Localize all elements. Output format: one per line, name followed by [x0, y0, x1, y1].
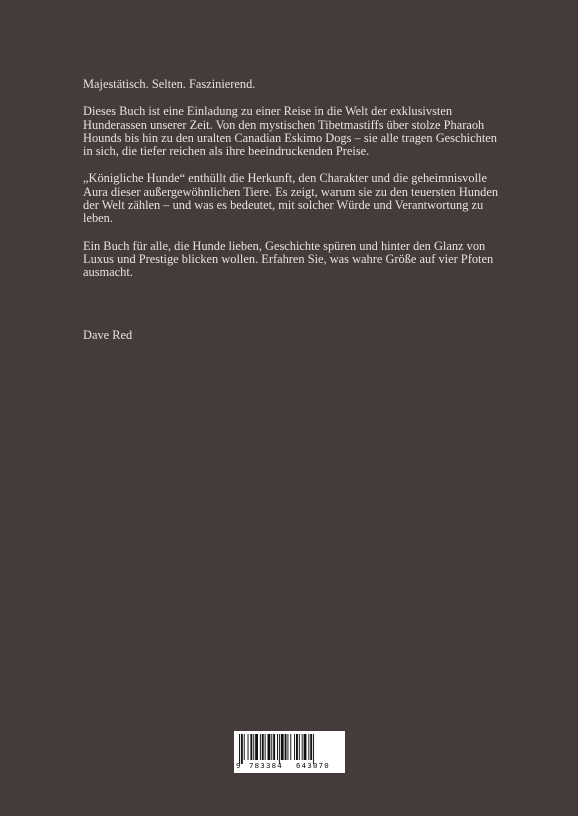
barcode-bar — [250, 734, 252, 760]
barcode-bar — [277, 734, 278, 760]
barcode-first-digit: 9 — [236, 761, 241, 770]
blurb-paragraph-2: „Königliche Hunde“ enthüllt die Herkunft, den Charakter und die geheimnisvolle Aura dieser außergewöhnlichen Tiere. Es zeigt, warum sie zu den teuersten Hunden der Welt zählen – und was es bedeutet, mit solcher Würde und Verantwortung zu leben. — [83, 171, 499, 226]
barcode-bar — [248, 734, 249, 760]
barcode-bar — [299, 734, 300, 760]
barcode-bar — [308, 734, 309, 760]
barcode-bar — [285, 734, 287, 760]
barcode-bar — [287, 734, 288, 760]
barcode-bar — [296, 734, 298, 760]
barcode-bar — [244, 734, 245, 760]
barcode-bar — [260, 734, 261, 760]
blurb — [83, 78, 503, 294]
blurb-paragraph-1: Dieses Buch ist eine Einladung zu einer Reise in die Welt der exklusivsten Hunderassen unserer Zeit. Von den mystischen Tibetmastiffs über stolze Pharaoh Hounds bis hin zu den uralten Canadian Eskimo Dogs – sie alle tragen Geschichten in sich, die tiefer reichen als ihre beeindruckenden Preise. — [83, 104, 497, 159]
barcode-left-group: 783384 — [249, 761, 283, 770]
tagline: Majestätisch. Selten. Faszinierend. — [83, 77, 256, 91]
blurb-paragraph-3: Ein Buch für alle, die Hunde lieben, Geschichte spüren und hinter den Glanz von Luxus und Prestige blicken wollen. Erfahren Sie, was wahre Größe auf vier Pfoten ausmacht. — [83, 238, 494, 280]
barcode-bar — [304, 734, 307, 760]
barcode-bar — [294, 734, 295, 760]
barcode-bar — [290, 734, 291, 760]
barcode-bar — [310, 734, 312, 760]
barcode-digits — [234, 760, 345, 772]
barcode-bar — [273, 734, 275, 760]
barcode-bar — [253, 734, 254, 760]
barcode-bar — [281, 734, 284, 760]
barcode-bar — [265, 734, 266, 760]
author-name: Dave Red — [83, 328, 133, 342]
barcode-right-group: 643070 — [296, 761, 330, 770]
barcode-bar — [302, 734, 303, 760]
isbn-barcode — [234, 731, 345, 773]
barcode-bar — [255, 734, 258, 760]
barcode-bar — [262, 734, 264, 760]
barcode-bar — [268, 734, 271, 760]
barcode-bar — [271, 734, 272, 760]
